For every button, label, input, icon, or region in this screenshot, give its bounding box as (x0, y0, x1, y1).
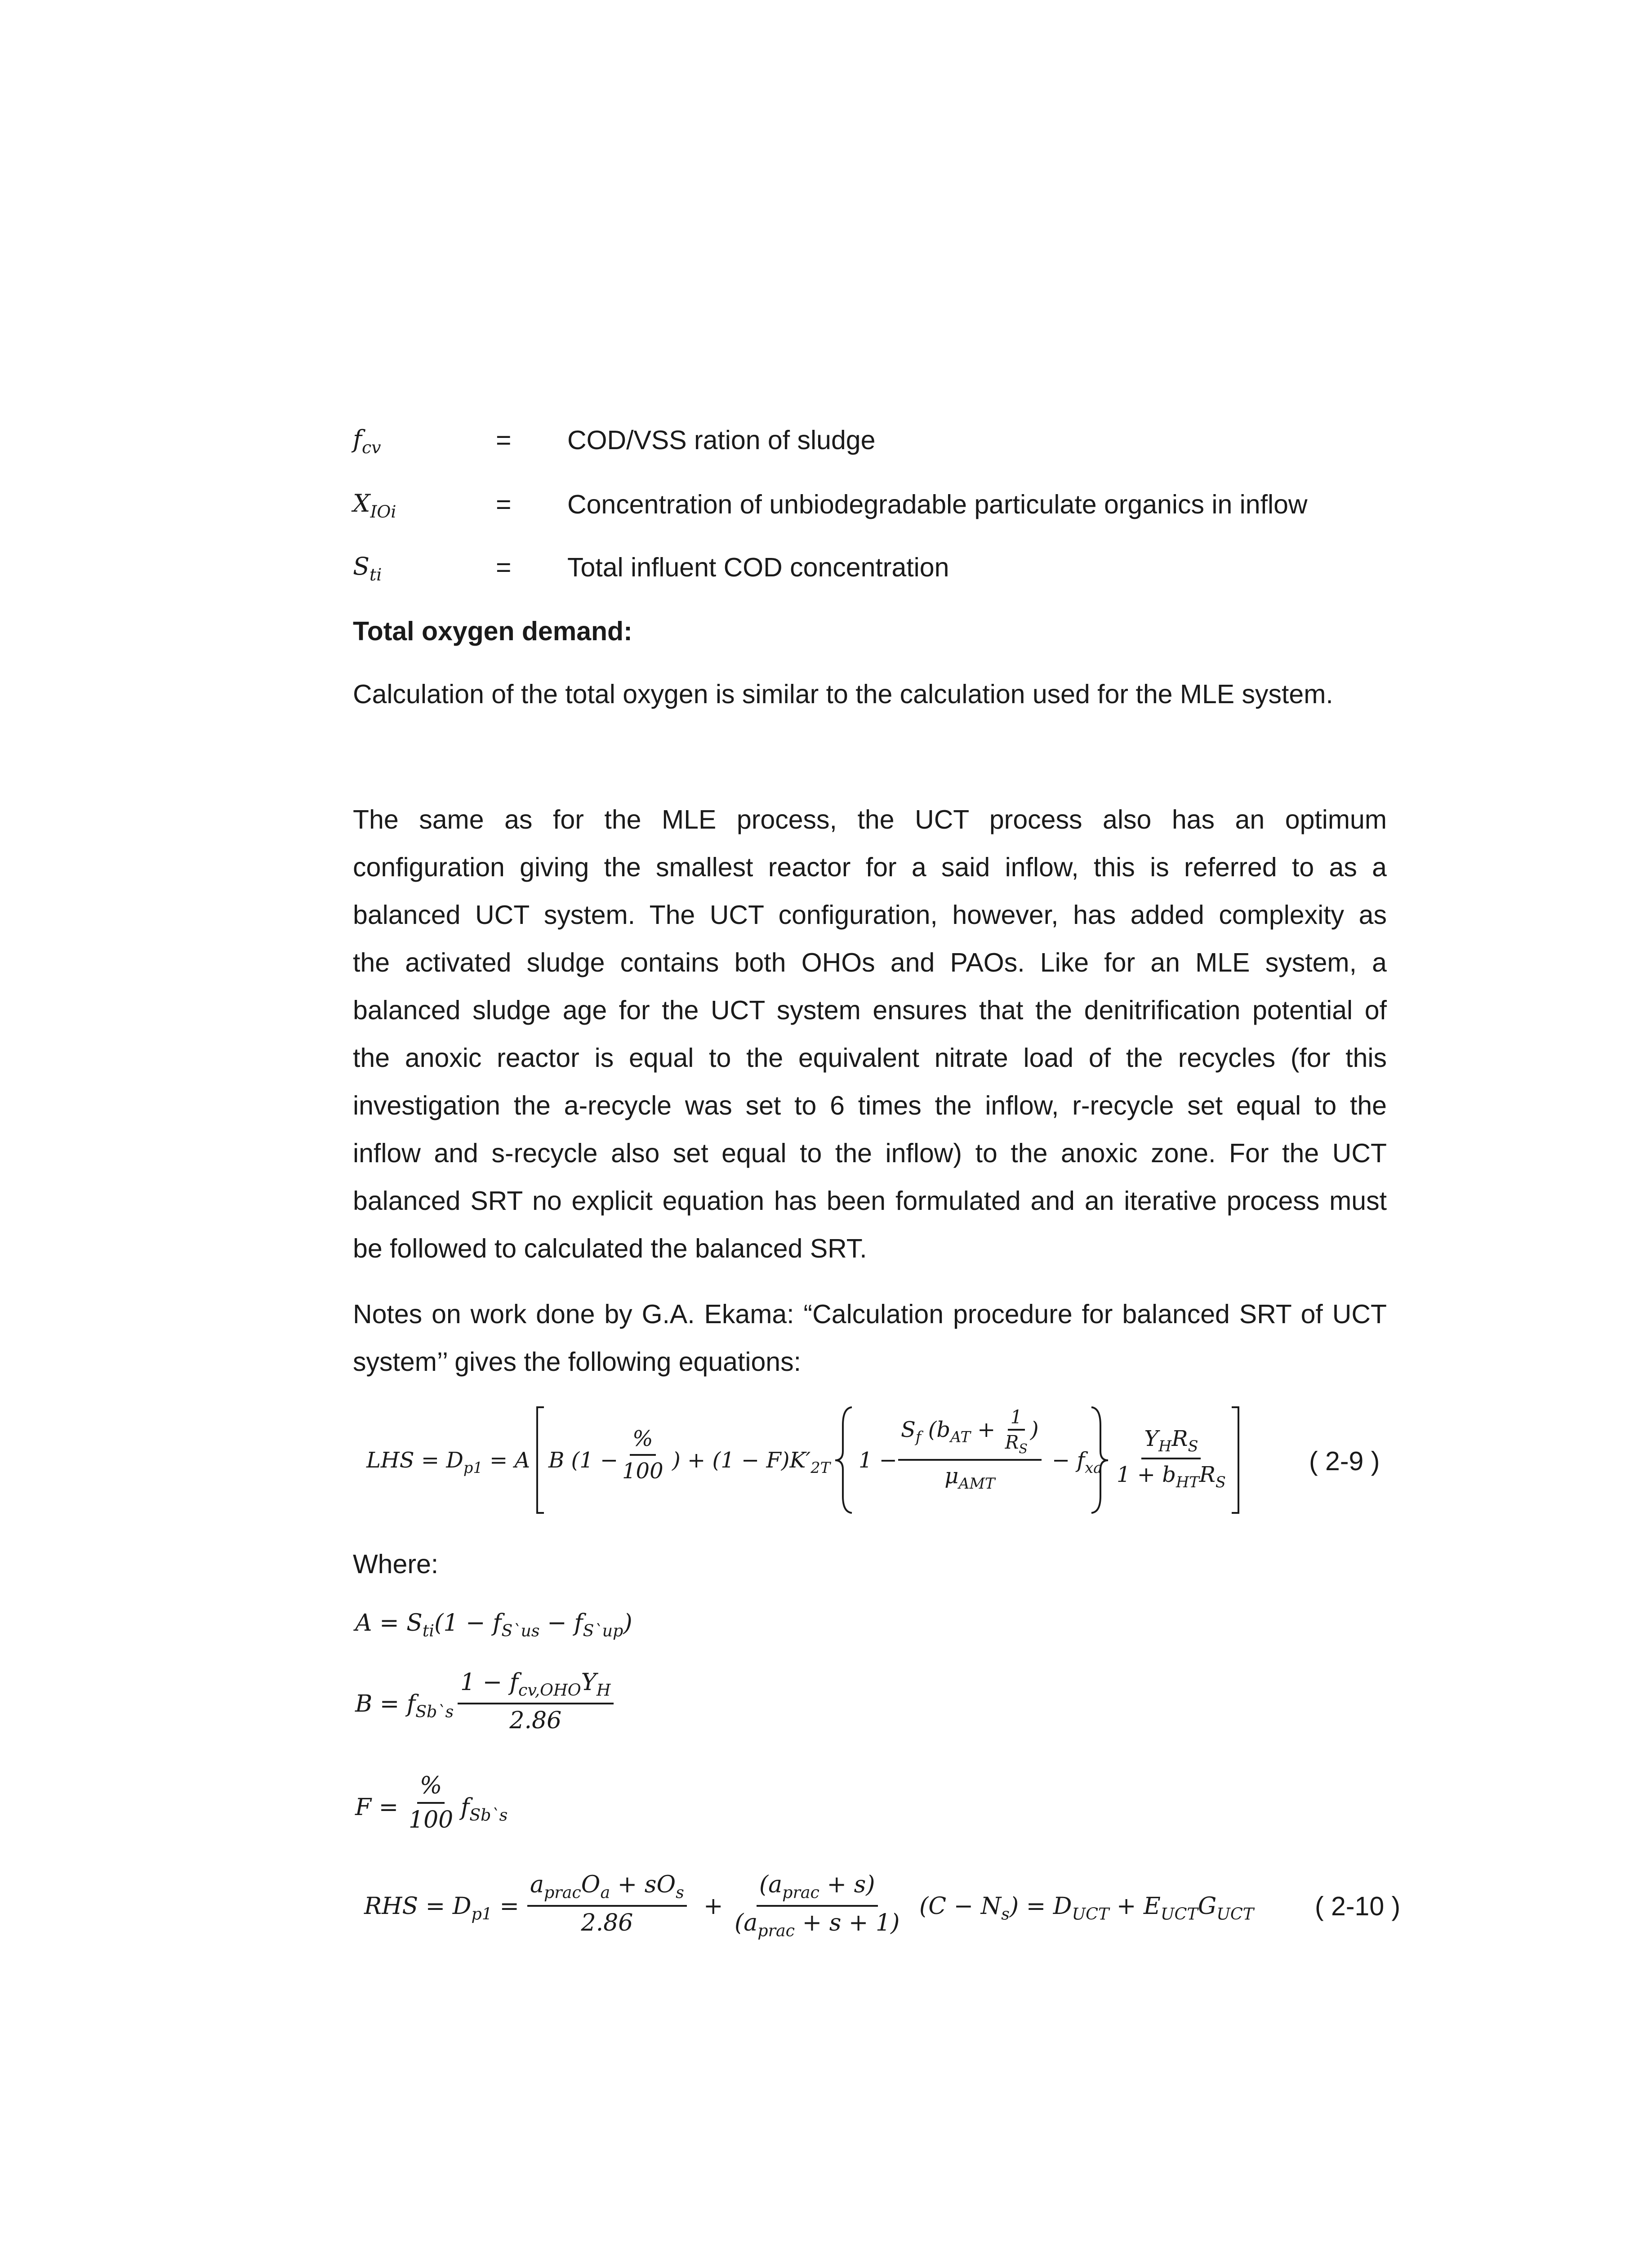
paragraph-line: The same as for the MLE process, the UCT process also has an optimum (353, 805, 1387, 834)
paragraph-line: the activated sludge contains both OHOs and PAOs. Like for an MLE system, a (353, 948, 1387, 977)
equation-2-10 (364, 1861, 1420, 1951)
equation-b: $B = f_{Sb`s}$ (355, 1690, 454, 1722)
def-text-fcv: COD/VSS ration of sludge (567, 425, 876, 455)
rhs-label: RHS = $D_{p1}$ = (364, 1893, 520, 1924)
frac-b: $\frac{1 - f_{cv,OHO}Y_H}{2.86}$ (454, 1669, 617, 1734)
frac-sf-mu: $S_f$ ($b_{AT}$ + $\frac{1}{R_S}$ ) $\mu_{AMT}$ (895, 1406, 1045, 1492)
notes-line: Notes on work done by G.A. Ekama: “Calculation procedure for balanced SRT of UCT (353, 1299, 1387, 1329)
term-fxa: − $f_{xa}$ (1052, 1448, 1103, 1476)
frac-aprac-s: $\frac{(a_{prac} + s)}{(a_{prac} + s + 1)}$ (735, 1871, 900, 1940)
equation-f-tail: $f_{Sb`s}$ (461, 1794, 508, 1825)
rhs-tail: $(C - N_s) = D_{UCT} + E_{UCT}G_{UCT}$ (919, 1893, 1254, 1924)
term-minus-f: ) + $(1 - F)K'_{2T}$ (672, 1448, 831, 1476)
intro-text: Calculation of the total oxygen is similar to the calculation used for the MLE system. (353, 679, 1333, 709)
def-symbol-sti: $S_{ti}$ (353, 552, 382, 585)
frac-percent-100: $\frac{\%}{100}$ (622, 1426, 663, 1484)
equation-number: ( 2-9 ) (1309, 1446, 1380, 1476)
section-heading: Total oxygen demand: (353, 616, 632, 646)
def-symbol-fcv: $f_{cv}$ (353, 425, 381, 458)
frac-yh-rs: $\frac{Y_HR_S}{1 + b_{HT}R_S}$ (1117, 1426, 1226, 1491)
paragraph-line: balanced SRT no explicit equation has been formulated and an iterative process must (353, 1186, 1387, 1216)
paragraph-line: balanced sludge age for the UCT system ensures that the denitrification potential of (353, 995, 1387, 1025)
def-equals: = (496, 425, 512, 455)
notes-paragraph (353, 1290, 1387, 1386)
paragraph-line: be followed to calculated the balanced SRT. (353, 1234, 867, 1263)
equation-number: ( 2-10 ) (1315, 1891, 1401, 1921)
paragraph-line: the anoxic reactor is equal to the equivalent nitrate load of the recycles (for this (353, 1043, 1387, 1073)
paragraph-line: balanced UCT system. The UCT configuration, however, has added complexity as (353, 900, 1387, 930)
equation-2-9 (364, 1398, 1398, 1524)
def-equals: = (496, 553, 512, 582)
lhs-label: LHS = $D_{p1} = A$ (366, 1448, 530, 1476)
def-text-xioi: Concentration of unbiodegradable particulate organics in inflow (567, 490, 1308, 519)
where-label: Where: (353, 1549, 439, 1579)
equation-a: $A = S_{ti}(1 - f_{S`us} - f_{S`up})$ (355, 1610, 632, 1641)
term-one-minus: 1 − (859, 1448, 898, 1473)
notes-line: system’’ gives the following equations: (353, 1347, 801, 1377)
paragraph-line: inflow and s-recycle also set equal to the inflow) to the anoxic zone. For the UCT (353, 1138, 1387, 1168)
body-paragraph (353, 796, 1387, 1272)
equation-f: F = (355, 1794, 399, 1821)
term-b: B (1 − (548, 1448, 619, 1473)
frac-f: $\frac{\%}{100}$ (409, 1772, 454, 1833)
paragraph-line: investigation the a-recycle was set to 6 times the inflow, r-recycle set equal to the (353, 1091, 1387, 1120)
plus-sign: + (704, 1893, 723, 1920)
def-symbol-xioi: $X_{IOi}$ (353, 489, 396, 522)
paragraph-line: configuration giving the smallest reactor for a said inflow, this is referred to as a (353, 852, 1387, 882)
def-equals: = (496, 490, 512, 519)
def-text-sti: Total influent COD concentration (567, 553, 949, 582)
frac-aprac-oa: $\frac{a_{prac}O_a + sO_s}{2.86}$ (524, 1871, 690, 1936)
